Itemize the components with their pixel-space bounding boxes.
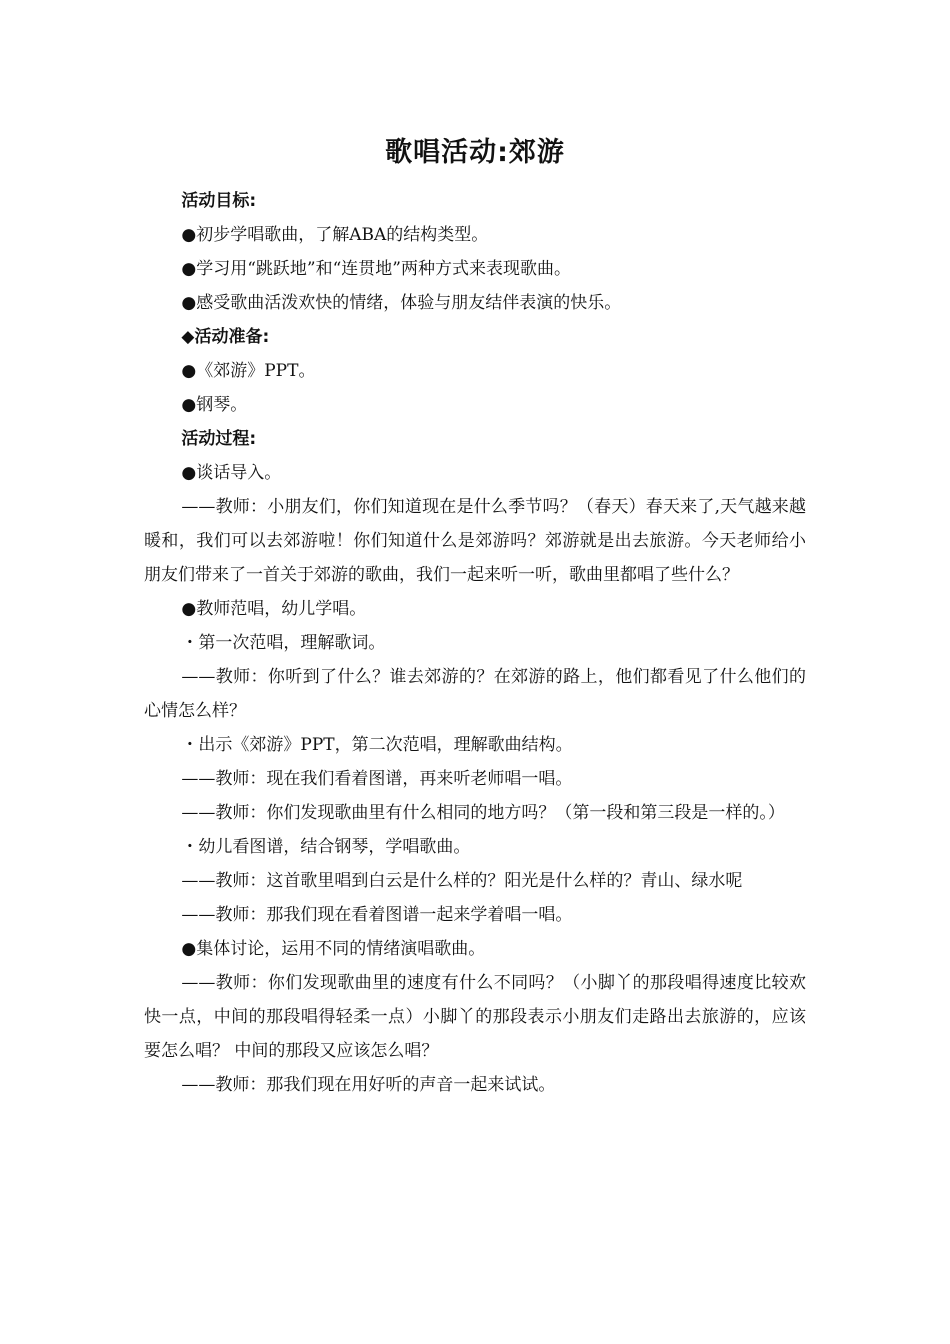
paragraph: ——教师：你们发现歌曲里有什么相同的地方吗？（第一段和第三段是一样的。） [181,803,785,823]
section-heading: 活动过程: [181,429,257,449]
paragraph: ——教师：那我们现在用好听的声音一起来试试。 [181,1075,556,1095]
paragraph: ——教师：你听到了什么？谁去郊游的？在郊游的路上，他们都看见了什么他们的心情怎么样？ [144,667,806,721]
paragraph: ●谈话导入。 [181,463,282,483]
paragraph: ●感受歌曲活泼欢快的情绪，体验与朋友结伴表演的快乐。 [181,293,622,313]
paragraph: ・幼儿看图谱，结合钢琴，学唱歌曲。 [181,837,471,857]
paragraph: ・第一次范唱，理解歌词。 [181,633,386,653]
paragraph: ——教师：你们发现歌曲里的速度有什么不同吗？（小脚丫的那段唱得速度比较欢快一点，中间的那段唱得轻柔一点）小脚丫的那段表示小朋友们走路出去旅游的，应该要怎么唱？ 中间的那段又应该怎么唱？ [144,973,806,1061]
page-title: 歌唱活动:郊游 [385,137,565,168]
paragraph: ——教师：现在我们看着图谱，再来听老师唱一唱。 [181,769,573,789]
paragraph: ●教师范唱，幼儿学唱。 [181,599,367,619]
paragraph: ●钢琴。 [181,395,248,415]
paragraph: ●学习用“跳跃地”和“连贯地”两种方式来表现歌曲。 [181,259,571,279]
paragraph: ●集体讨论，运用不同的情绪演唱歌曲。 [181,939,486,959]
paragraph: ——教师：小朋友们，你们知道现在是什么季节吗？（春天）春天来了,天气越来越暖和，我们可以去郊游啦！你们知道什么是郊游吗？郊游就是出去旅游。今天老师给小朋友们带来了一首关于郊游的歌曲，我们一起来听一听，歌曲里都唱了些什么？ [144,497,806,585]
document-body [144,184,806,1102]
paragraph: ——教师：这首歌里唱到白云是什么样的？阳光是什么样的？青山、绿水呢 [181,871,743,891]
paragraph: ●《郊游》PPT。 [181,361,316,381]
paragraph: ——教师：那我们现在看着图谱一起来学着唱一唱。 [181,905,573,925]
section-heading: ◆活动准备: [181,327,270,347]
paragraph: ・出示《郊游》PPT，第二次范唱，理解歌曲结构。 [181,735,573,755]
paragraph: ●初步学唱歌曲，了解ABA的结构类型。 [181,225,489,245]
section-heading: 活动目标: [181,191,257,211]
